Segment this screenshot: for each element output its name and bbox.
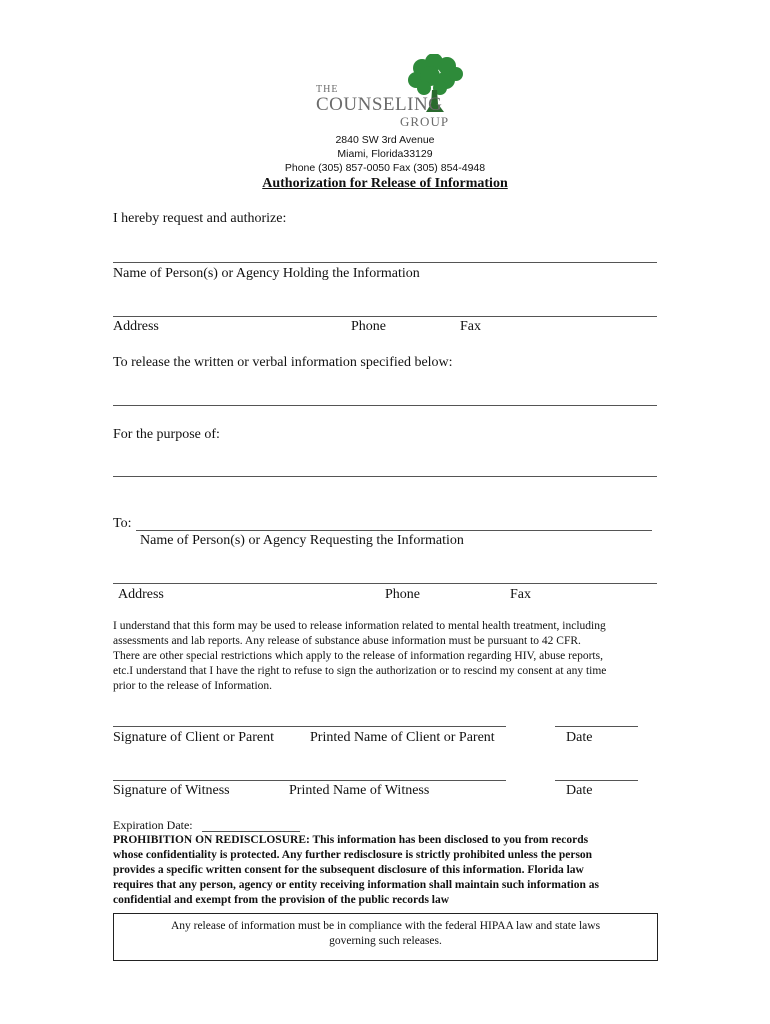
consent-paragraph (113, 619, 658, 694)
consent-line: etc.I understand that I have the right to refuse to sign the authorization or to rescind my consent at any time (113, 665, 607, 677)
prohibition-paragraph (113, 833, 658, 908)
client-signature-label: Signature of Client or Parent (113, 730, 274, 745)
requester-address-line[interactable] (113, 583, 657, 584)
address-line-2: Miami, Florida33129 (337, 148, 433, 160)
client-date-line[interactable] (555, 726, 638, 727)
holder-address-line[interactable] (113, 316, 657, 317)
holder-name-line[interactable] (113, 262, 657, 263)
fax-label-2: Fax (510, 587, 531, 602)
consent-line: prior to the release of Information. (113, 680, 273, 692)
prohibition-line: provides a specific written consent for the subsequent disclosure of this information. Florida law (113, 864, 584, 876)
witness-signature-line[interactable] (113, 780, 506, 781)
hipaa-notice-text (114, 914, 657, 949)
request-text: I hereby request and authorize: (113, 211, 287, 226)
witness-date-label: Date (566, 783, 593, 798)
hipaa-notice-line-2: governing such releases. (329, 935, 442, 947)
page-title: Authorization for Release of Information (262, 176, 508, 191)
witness-date-line[interactable] (555, 780, 638, 781)
requester-label: Name of Person(s) or Agency Requesting the Information (140, 533, 464, 548)
consent-line: I understand that this form may be used to release information related to mental health treatment, including (113, 620, 606, 632)
holder-label: Name of Person(s) or Agency Holding the Information (113, 266, 420, 281)
counseling-group-logo (312, 54, 462, 130)
release-text: To release the written or verbal information specified below: (113, 355, 453, 370)
prohibition-first-line (113, 833, 658, 848)
logo-counseling: COUNSELING (316, 94, 443, 115)
consent-line: assessments and lab reports. Any release of substance abuse information must be pursuant to 42 CFR. (113, 635, 581, 647)
phone-label: Phone (351, 319, 386, 334)
client-printed-name-label: Printed Name of Client or Parent (310, 730, 495, 745)
phone-label-2: Phone (385, 587, 420, 602)
hipaa-notice-line-1: Any release of information must be in compliance with the federal HIPAA law and state laws (170, 920, 601, 932)
prohibition-line: requires that any person, agency or entity receiving information shall maintain such information as (113, 879, 599, 891)
prohibition-line: confidential and exempt from the provision of the public records law (113, 894, 450, 906)
address-label: Address (113, 319, 159, 334)
address-label-2: Address (118, 587, 164, 602)
consent-line: There are other special restrictions which apply to the release of information regarding HIV, abuse reports, (113, 650, 603, 662)
client-signature-line[interactable] (113, 726, 506, 727)
to-line[interactable] (136, 530, 652, 531)
expiration-label: Expiration Date: (113, 818, 193, 832)
witness-printed-name-label: Printed Name of Witness (289, 783, 430, 798)
expiration-date-line[interactable] (202, 831, 300, 832)
purpose-text: For the purpose of: (113, 427, 220, 442)
witness-signature-label: Signature of Witness (113, 783, 230, 798)
to-label: To: (113, 516, 132, 531)
hipaa-notice-box (113, 913, 658, 961)
logo-the: THE (316, 84, 339, 95)
information-line[interactable] (113, 405, 657, 406)
address-line-1: 2840 SW 3rd Avenue (335, 134, 435, 146)
prohibition-line: whose confidentiality is protected. Any further redisclosure is strictly prohibited unless the person (113, 849, 593, 861)
prohibition-heading: PROHIBITION ON REDISCLOSURE: (113, 834, 310, 846)
contact-line: Phone (305) 857-0050 Fax (305) 854-4948 (284, 162, 486, 174)
fax-label: Fax (460, 319, 481, 334)
logo-group: GROUP (400, 114, 450, 129)
prohibition-text: This information has been disclosed to you from records (309, 834, 589, 846)
purpose-line[interactable] (113, 476, 657, 477)
client-date-label: Date (566, 730, 593, 745)
